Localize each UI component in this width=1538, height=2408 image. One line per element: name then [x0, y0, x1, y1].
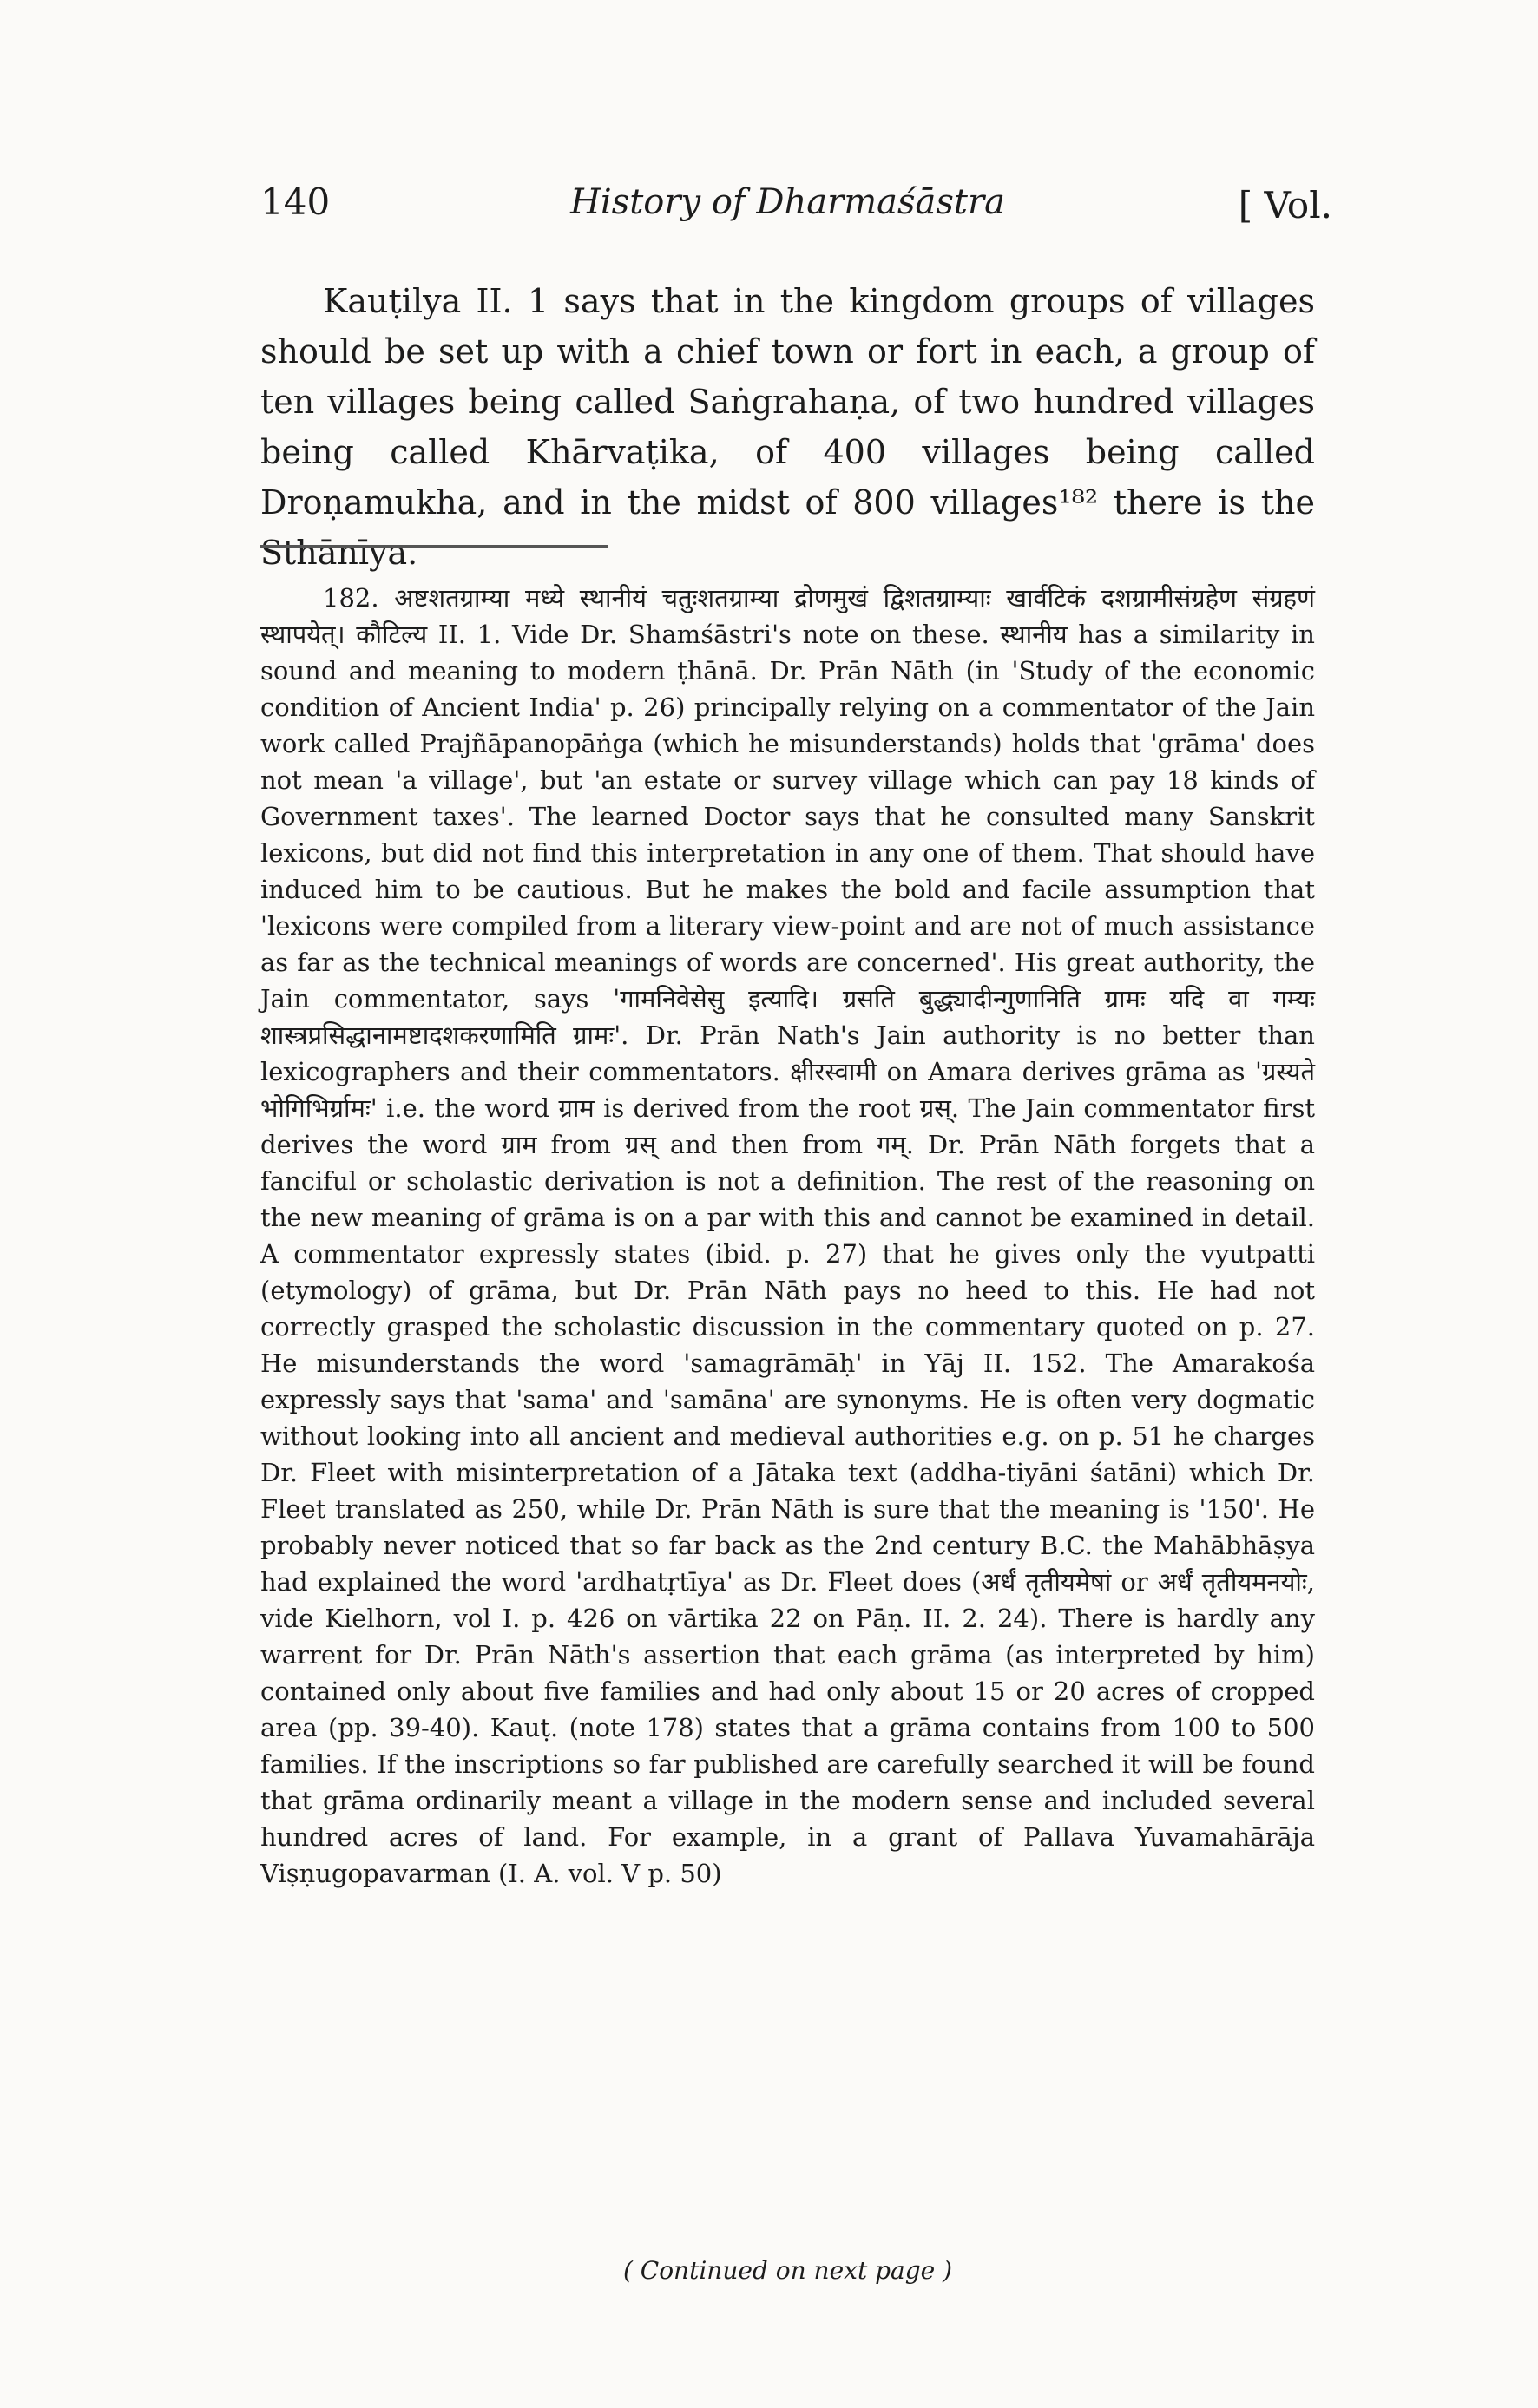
volume-mark: [ Vol.	[1238, 184, 1332, 226]
footnote-182	[260, 580, 1315, 1892]
footnote-text: 182. अष्टशतग्राम्या मध्ये स्थानीयं चतुःशतग्राम्या द्रोणमुखं द्विशतग्राम्याः खार्वटिकं दशग्रामीसंग्रहेण संग्रहणं स्थापयेत्। कौटिल्य II. 1. Vide Dr. Shamśāstri's note on these. स्थानीय has a similarity in sound and meaning to modern ṭhānā. Dr. Prān Nāth (in 'Study of the economic condition of Ancient India' p. 26) principally relying on a commentator of the Jain work called Prajñāpanopāṅga (which he misunderstands) holds that 'grāma' does not mean 'a village', but 'an estate or survey village which can pay 18 kinds of Government taxes'. The learned Doctor says that he consulted many Sanskrit lexicons, but did not find this interpretation in any one of them. That should have induced him to be cautious. But he makes the bold and facile assumption that 'lexicons were compiled from a literary view-point and are not of much assistance as far as the technical meanings of words are concerned'. His great authority, the Jain commentator, says 'गामनिवेसेसु इत्यादि। ग्रसति बुद्ध्यादीन्गुणानिति ग्रामः यदि वा गम्यः शास्त्रप्रसिद्धानामष्टादशकरणामिति ग्रामः'. Dr. Prān Nath's Jain authority is no better than lexicographers and their commentators. क्षीरस्वामी on Amara derives grāma as 'ग्रस्यते भोगिभिर्ग्रामः' i.e. the word ग्राम is derived from the root ग्रस्. The Jain commentator first derives the word ग्राम from ग्रस् and then from गम्. Dr. Prān Nāth forgets that a fanciful or scholastic derivation is not a definition. The rest of the reasoning on the new meaning of grāma is on a par with this and cannot be examined in detail. A commentator expressly states (ibid. p. 27) that he gives only the vyutpatti (etymology) of grāma, but Dr. Prān Nāth pays no heed to this. He had not correctly grasped the scholastic discussion in the commentary quoted on p. 27. He misunderstands the word 'samagrāmāḥ' in Yāj II. 152. The Amarakośa expressly says that 'sama' and 'samāna' are synonyms. He is often very dogmatic without looking into all ancient and medieval authorities e.g. on p. 51 he charges Dr. Fleet with misinterpretation of a Jātaka text (addha-tiyāni śatāni) which Dr. Fleet translated as 250, while Dr. Prān Nāth is sure that the meaning is '150'. He probably never noticed that so far back as the 2nd century B.C. the Mahābhāṣya had explained the word 'ardhatṛtīya' as Dr. Fleet does (अर्धं तृतीयमेषां or अर्धं तृतीयमनयोः, vide Kielhorn, vol I. p. 426 on vārtika 22 on Pāṇ. II. 2. 24). There is hardly any warrent for Dr. Prān Nāth's assertion that each grāma (as interpreted by him) contained only about five families and had only about 15 or 20 acres of cropped area (pp. 39-40). Kauṭ. (note 178) states that a grāma contains from 100 to 500 families. If the inscriptions so far published are carefully searched it will be found that grāma ordinarily meant a village in the modern sense and included several hundred acres of land. For example, in a grant of Pallava Yuvamahārāja Viṣṇugopavarman (I. A. vol. V p. 50)	[260, 583, 1315, 1888]
page-number: 140	[260, 180, 331, 223]
body-paragraph: Kauṭilya II. 1 says that in the kingdom groups of villages should be set up with a chief town or fort in each, a group of ten villages being called Saṅgrahaṇa, of two hundred villages being called Khārvaṭika, of 400 villages being called Droṇamukha, and in the midst of 800 villages¹⁸² there is the Sthānīya.	[260, 282, 1315, 572]
continued-note: ( Continued on next page )	[622, 2256, 953, 2285]
page-header	[260, 180, 1332, 241]
running-title: History of Dharmaśāstra	[570, 182, 1005, 222]
main-text	[260, 276, 1315, 578]
footnote-separator	[260, 545, 608, 548]
